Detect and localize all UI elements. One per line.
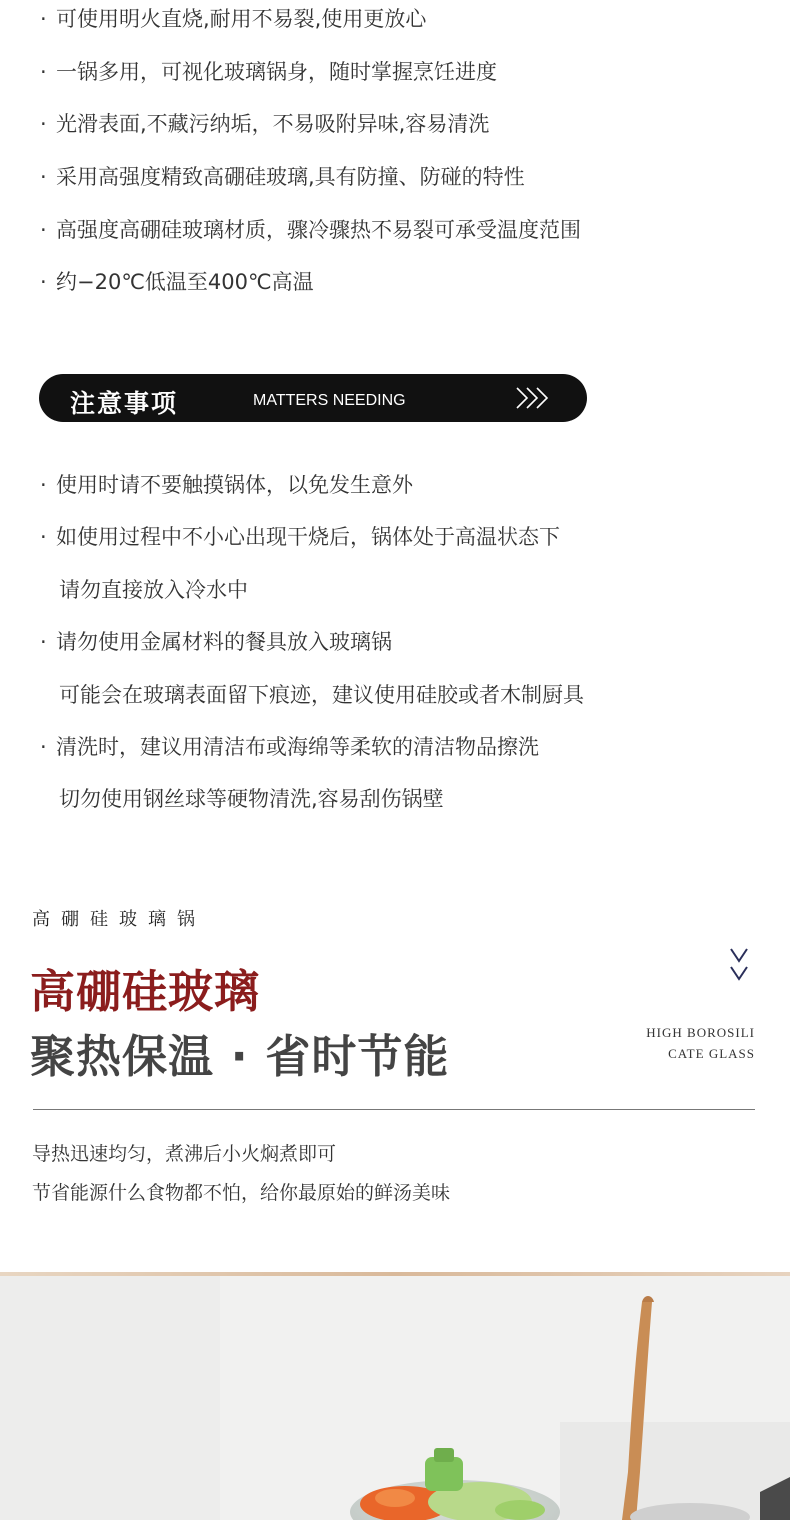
note-item-continuation: 可能会在玻璃表面留下痕迹，建议使用硅胶或者木制厨具 — [59, 683, 584, 707]
headline-dark: 聚热保温 · 省时节能 — [30, 1030, 450, 1083]
divider — [33, 1109, 755, 1110]
banner-title: 注意事项 — [70, 389, 179, 418]
double-chevron-down-icon — [729, 947, 749, 987]
banner-subtitle: MATTERS NEEDING — [253, 392, 406, 409]
note-item: · 使用时请不要触摸锅体，以免发生意外 — [40, 473, 413, 497]
feature-item: · 一锅多用，可视化玻璃锅身，随时掌握烹饪进度 — [40, 60, 497, 84]
feature-item: · 高强度高硼硅玻璃材质，骤冷骤热不易裂可承受温度范围 — [40, 218, 581, 242]
description-line: 导热迅速均匀，煮沸后小火焖煮即可 — [32, 1143, 337, 1165]
note-item-continuation: 请勿直接放入冷水中 — [59, 578, 248, 602]
note-item: · 如使用过程中不小心出现干烧后，锅体处于高温状态下 — [40, 525, 560, 549]
feature-item: · 约−20℃低温至400℃高温 — [40, 270, 314, 294]
feature-item: · 光滑表面,不藏污纳垢，不易吸附异味,容易清洗 — [40, 112, 490, 136]
triple-chevron-right-icon — [515, 386, 555, 414]
section-kicker: 高硼硅玻璃锅 — [32, 909, 206, 930]
feature-item: · 采用高强度精致高硼硅玻璃,具有防撞、防碰的特性 — [40, 165, 525, 189]
product-photo — [0, 1272, 790, 1520]
english-caption: HIGH BOROSILI CATE GLASS — [646, 1025, 755, 1061]
note-item-continuation: 切勿使用钢丝球等硬物清洗,容易刮伤锅壁 — [59, 787, 444, 811]
note-item: · 请勿使用金属材料的餐具放入玻璃锅 — [40, 630, 392, 654]
description-line: 节省能源什么食物都不怕，给你最原始的鲜汤美味 — [32, 1182, 451, 1204]
feature-item: · 可使用明火直烧,耐用不易裂,使用更放心 — [40, 7, 427, 31]
note-item: · 清洗时，建议用清洁布或海绵等柔软的清洁物品擦洗 — [40, 735, 539, 759]
notice-banner — [39, 374, 587, 422]
headline-red: 高硼硅玻璃 — [30, 965, 261, 1018]
